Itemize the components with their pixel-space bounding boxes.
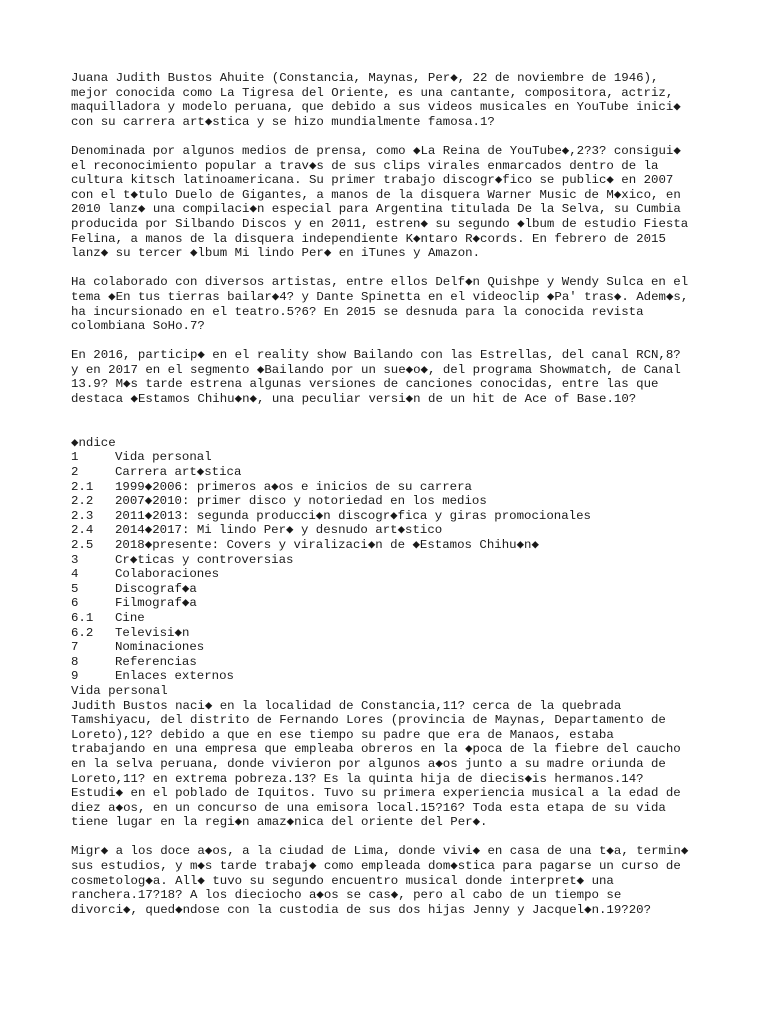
toc-item-number: 5 — [71, 581, 79, 596]
text-line: En 2016, particip◆ en el reality show Bailando con las Estrellas, del canal RCN,8? — [71, 348, 681, 363]
toc-item-number: 1 — [71, 450, 79, 465]
toc-item[interactable] — [71, 480, 711, 495]
text-line: producida por Silbando Discos y en 2011, estren◆ su segundo ◆lbum de estudio Fiesta — [71, 216, 689, 231]
toc-item[interactable] — [71, 611, 711, 626]
text-line: 13.9? M◆s tarde estrena algunas versiones de canciones conocidas, entre las que — [71, 377, 659, 392]
toc-item[interactable] — [71, 494, 711, 509]
text-line: Judith Bustos naci◆ en la localidad de Constancia,11? cerca de la quebrada — [71, 698, 622, 713]
toc-item[interactable] — [71, 538, 711, 553]
text-line: con su carrera art◆stica y se hizo mundialmente famosa.1? — [71, 114, 495, 129]
text-line: diez a◆os, en un concurso de una emisora local.15?16? Toda esta etapa de su vida — [71, 800, 666, 815]
body-paragraph-2 — [71, 844, 711, 917]
text-line: y en 2017 en el segmento ◆Bailando por un sue◆o◆, del programa Showmatch, de Canal — [71, 362, 681, 377]
toc-item-number: 6.2 — [71, 625, 94, 640]
text-line: divorci◆, qued◆ndose con la custodia de sus dos hijas Jenny y Jacquel◆n.19?20? — [71, 902, 652, 917]
text-line: 2010 lanz◆ una compilaci◆n especial para Argentina titulada De la Selva, su Cumbia — [71, 202, 681, 217]
toc-list — [71, 450, 711, 684]
toc-item[interactable] — [71, 655, 711, 670]
toc-item-label: 2018◆presente: Covers y viralizaci◆n de ◆Estamos Chihu◆n◆ — [115, 538, 539, 552]
toc-item-number: 2.4 — [71, 523, 94, 538]
toc-item-label: Filmograf◆a — [115, 596, 197, 611]
section-heading: Vida personal — [71, 683, 168, 698]
text-line: ha incursionado en el teatro.5?6? En 2015 se desnuda para la conocida revista — [71, 304, 644, 319]
body-paragraph-1 — [71, 699, 711, 830]
text-line: maquilladora y modelo peruana, que debido a sus videos musicales en YouTube inici◆ — [71, 100, 681, 115]
text-line: Ha colaborado con diversos artistas, entre ellos Delf◆n Quishpe y Wendy Sulca en el — [71, 275, 689, 290]
toc-item-number: 4 — [71, 567, 79, 582]
toc-item-label: Cr◆ticas y controversias — [115, 552, 294, 567]
text-line: lanz◆ su tercer ◆lbum Mi lindo Per◆ en iTunes y Amazon. — [71, 246, 481, 261]
toc-item-label: 2011◆2013: segunda producci◆n discogr◆fica y giras promocionales — [115, 508, 591, 523]
text-line: en la selva peruana, donde vivieron por algunos a◆os junto a su madre oriunda de — [71, 756, 666, 771]
toc-item[interactable] — [71, 626, 711, 641]
toc-item[interactable] — [71, 509, 711, 524]
table-of-contents — [71, 436, 711, 684]
toc-item-label: 2007◆2010: primer disco y notoriedad en los medios — [115, 494, 487, 509]
text-line: Denominada por algunos medios de prensa, como ◆La Reina de YouTube◆,2?3? consigui◆ — [71, 143, 681, 158]
paragraph-gap — [71, 129, 711, 144]
text-line: cultura kitsch latinoamericana. Su primer trabajo discogr◆fico se public◆ en 2007 — [71, 173, 674, 188]
toc-item[interactable] — [71, 596, 711, 611]
text-line: tiene lugar en la regi◆n amaz◆nica del oriente del Per◆. — [71, 815, 488, 830]
toc-item-label: Discograf◆a — [115, 581, 197, 596]
toc-item-number: 9 — [71, 669, 79, 684]
paragraph-gap — [71, 830, 711, 845]
toc-item[interactable] — [71, 582, 711, 597]
toc-item[interactable] — [71, 640, 711, 655]
toc-item[interactable] — [71, 450, 711, 465]
toc-item-label: Televisi◆n — [115, 625, 190, 640]
toc-item[interactable] — [71, 669, 711, 684]
paragraph-gap — [71, 261, 711, 276]
text-line: Tamshiyacu, del distrito de Fernando Lores (provincia de Maynas, Departamento de — [71, 713, 666, 728]
text-line: Loreto),12? debido a que en ese tiempo su padre que era de Manaos, estaba — [71, 727, 614, 742]
text-line: con el t◆tulo Duelo de Gigantes, a manos de la disquera Warner Music de M◆xico, en — [71, 187, 681, 202]
toc-item-label: Cine — [115, 610, 145, 625]
text-line: trabajando en una empresa que empleaba obreros en la ◆poca de la fiebre del caucho — [71, 742, 681, 757]
toc-item-number: 7 — [71, 640, 79, 655]
text-line: tema ◆En tus tierras bailar◆4? y Dante Spinetta en el videoclip ◆Pa' tras◆. Adem◆s, — [71, 289, 689, 304]
toc-item-number: 3 — [71, 552, 79, 567]
toc-item-number: 2 — [71, 465, 79, 480]
toc-item-number: 6.1 — [71, 610, 94, 625]
toc-item-label: Referencias — [115, 654, 197, 669]
toc-item[interactable] — [71, 523, 711, 538]
intro-paragraph-2 — [71, 144, 711, 261]
toc-item-number: 2.2 — [71, 494, 94, 509]
toc-item-label: Vida personal — [115, 450, 212, 465]
toc-item-label: 2014◆2017: Mi lindo Per◆ y desnudo art◆stico — [115, 523, 443, 538]
toc-item-label: Nominaciones — [115, 640, 205, 655]
intro-paragraph-3 — [71, 275, 711, 333]
toc-item-number: 6 — [71, 596, 79, 611]
toc-item-number: 8 — [71, 654, 79, 669]
toc-title: ◆ndice — [71, 435, 116, 450]
text-line: Migr◆ a los doce a◆os, a la ciudad de Lima, donde vivi◆ en casa de una t◆a, termin◆ — [71, 844, 689, 859]
text-line: el reconocimiento popular a trav◆s de sus clips virales enmarcados dentro de la — [71, 158, 659, 173]
toc-item[interactable] — [71, 465, 711, 480]
paragraph-gap — [71, 334, 711, 349]
text-line: Felina, a manos de la disquera independiente K◆ntaro R◆cords. En febrero de 2015 — [71, 231, 666, 246]
toc-item-label: Carrera art◆stica — [115, 465, 242, 480]
section-gap — [71, 407, 711, 436]
text-line: sus estudios, y m◆s tarde trabaj◆ como empleada dom◆stica para pagarse un curso de — [71, 859, 681, 874]
intro-paragraph-4 — [71, 348, 711, 406]
toc-item-number: 2.5 — [71, 538, 94, 552]
text-line: Estudi◆ en el poblado de Iquitos. Tuvo su primera experiencia musical a la edad de — [71, 786, 681, 801]
toc-item[interactable] — [71, 553, 711, 568]
toc-item[interactable] — [71, 567, 711, 582]
text-line: ranchera.17?18? A los dieciocho a◆os se cas◆, pero al cabo de un tiempo se — [71, 888, 622, 903]
text-line: destaca ◆Estamos Chihu◆n◆, una peculiar versi◆n de un hit de Ace of Base.10? — [71, 392, 637, 407]
text-line: cosmetolog◆a. All◆ tuvo su segundo encuentro musical donde interpret◆ una — [71, 873, 614, 888]
text-line: Loreto,11? en extrema pobreza.13? Es la quinta hija de diecis◆is hermanos.14? — [71, 771, 644, 786]
toc-item-number: 2.1 — [71, 479, 94, 494]
toc-item-number: 2.3 — [71, 508, 94, 523]
toc-item-label: Colaboraciones — [115, 567, 220, 582]
text-line: Juana Judith Bustos Ahuite (Constancia, Maynas, Per◆, 22 de noviembre de 1946), — [71, 71, 659, 85]
toc-item-label: Enlaces externos — [115, 669, 234, 684]
document-page — [71, 71, 711, 917]
intro-paragraph-1 — [71, 71, 711, 129]
toc-item-label: 1999◆2006: primeros a◆os e inicios de su carrera — [115, 479, 472, 494]
text-line: colombiana SoHo.7? — [71, 319, 205, 334]
text-line: mejor conocida como La Tigresa del Oriente, es una cantante, compositora, actriz, — [71, 85, 674, 100]
